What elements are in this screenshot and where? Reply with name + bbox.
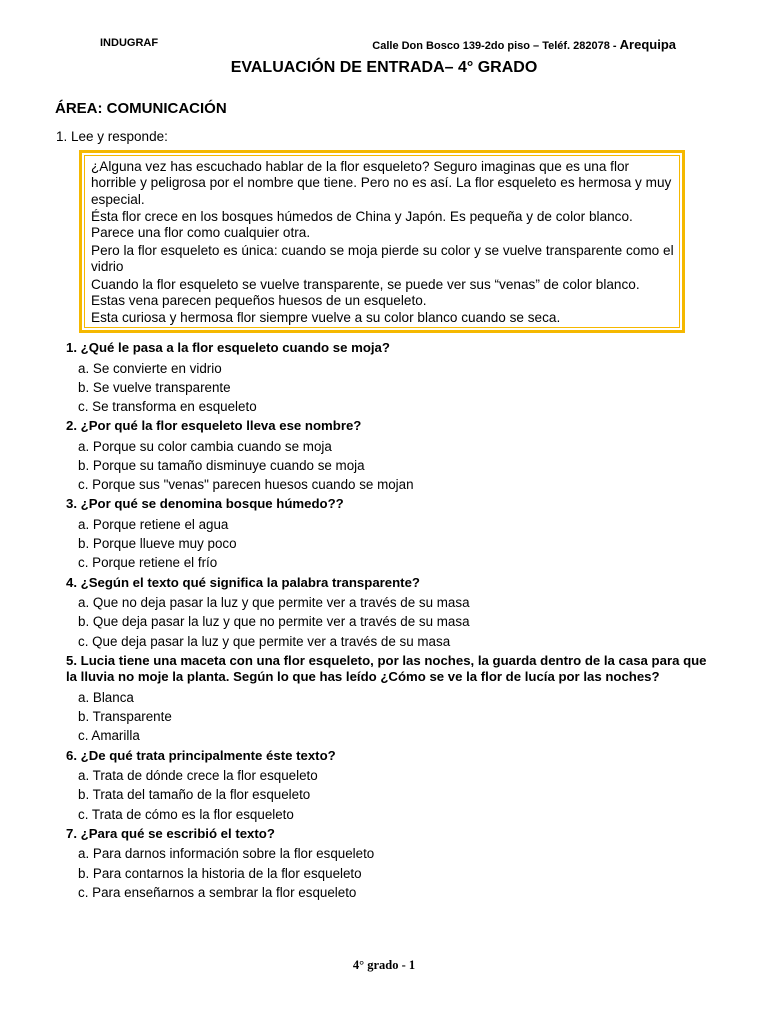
instruction: 1. Lee y responde: [56,129,168,144]
question-text: 3. ¿Por qué se denomina bosque húmedo?? [66,496,344,512]
answer-option: a. Que no deja pasar la luz y que permite ver a través de su masa [78,595,470,611]
answer-option: a. Blanca [78,690,134,705]
answer-option: b. Transparente [78,709,172,725]
answer-option: c. Trata de cómo es la flor esqueleto [78,806,294,822]
answer-options [78,437,716,495]
address-text: Calle Don Bosco 139-2do piso – Teléf. 282078 - [372,40,620,52]
question-text: 7. ¿Para qué se escribió el texto? [66,825,275,841]
question-text: 4. ¿Según el texto qué significa la palabra transparente? [66,574,420,590]
answer-options [78,515,716,573]
question-5 [66,653,716,746]
reading-text [84,155,680,328]
subject-area: ÁREA: COMUNICACIÓN [55,100,227,117]
reading-paragraph: ¿Alguna vez has escuchado hablar de la flor esqueleto? Seguro imaginas que es una flor horrible y peligrosa por el nombre que tiene. Pero no es así. La flor esqueleto es hermosa y muy especial. [91,159,672,207]
answer-option: c. Porque sus "venas" parecen huesos cuando se mojan [78,477,414,493]
answer-option: a. Se convierte en vidrio [78,360,222,376]
company-address [372,37,676,52]
question-3 [66,496,716,572]
answer-option: a. Trata de dónde crece la flor esqueleto [78,768,318,784]
reading-paragraph: Pero la flor esqueleto es única: cuando se moja pierde su color y se vuelve transparente como el vidrio [91,242,674,275]
answer-options [78,359,716,417]
answer-options [78,844,716,902]
question-4 [66,575,716,651]
answer-option: a. Porque retiene el agua [78,517,229,532]
reading-paragraph: Cuando la flor esqueleto se vuelve transparente, se puede ver sus “venas” de color blanco. Estas vena parecen pequeños huesos de un esqueleto. [91,276,640,308]
answer-option: b. Para contarnos la historia de la flor esqueleto [78,865,362,881]
answer-option: b. Se vuelve transparente [78,379,231,395]
question-text: 6. ¿De qué trata principalmente éste texto? [66,747,336,763]
question-text: 1. ¿Qué le pasa a la flor esqueleto cuando se moja? [66,340,390,355]
answer-option: c. Amarilla [78,728,140,744]
answer-options [78,688,716,746]
city-name: Arequipa [619,37,676,52]
answer-option: c. Que deja pasar la luz y que permite ver a través de su masa [78,633,451,649]
reading-box [79,150,685,333]
question-7 [66,826,716,902]
reading-paragraph: Ésta flor crece en los bosques húmedos de China y Japón. Es pequeña y de color blanco. Parece una flor como cualquier otra. [91,209,633,241]
question-6 [66,748,716,824]
answer-option: b. Porque llueve muy poco [78,536,237,552]
answer-option: c. Porque retiene el frío [78,555,218,571]
question-1 [66,340,716,416]
answer-option: a. Porque su color cambia cuando se moja [78,438,332,454]
question-list [66,340,716,904]
answer-option: b. Porque su tamaño disminuye cuando se moja [78,458,365,473]
reading-paragraph: Esta curiosa y hermosa flor siempre vuelve a su color blanco cuando se seca. [91,310,561,326]
company-name: INDUGRAF [100,37,159,49]
question-text: 5. Lucia tiene una maceta con una flor esqueleto, por las noches, la guarda dentro de la casa para que la lluvia no moje la planta. Según lo que has leído ¿Cómo se ve la flor de lucía por las noches? [66,652,707,685]
question-2 [66,418,716,494]
answer-options [78,593,716,651]
answer-option: b. Trata del tamaño de la flor esqueleto [78,787,311,803]
answer-options [78,766,716,824]
page-header [100,36,676,52]
answer-option: c. Se transforma en esqueleto [78,399,257,414]
page-footer: 4° grado - 1 [352,958,416,972]
document-title: EVALUACIÓN DE ENTRADA– 4° GRADO [230,59,538,76]
answer-option: b. Que deja pasar la luz y que no permite ver a través de su masa [78,614,470,630]
question-text: 2. ¿Por qué la flor esqueleto lleva ese nombre? [66,418,362,434]
answer-option: c. Para enseñarnos a sembrar la flor esqueleto [78,884,357,900]
answer-option: a. Para darnos información sobre la flor esqueleto [78,846,375,862]
